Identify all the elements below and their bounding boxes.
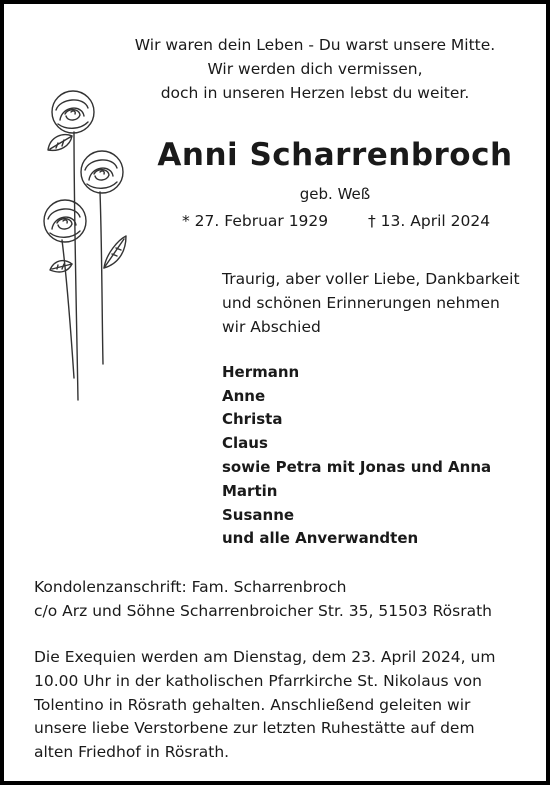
funeral-line-3: Tolentino in Rösrath gehalten. Anschließend geleiten wir [34, 696, 471, 714]
mourner-name: Claus [222, 434, 268, 452]
rose-bloom [44, 200, 86, 242]
rose-leaf [104, 236, 126, 268]
maiden-name: geb. Weß [299, 185, 371, 203]
funeral-line-2: 10.00 Uhr in der katholischen Pfarrkirche St. Nikolaus von [34, 672, 482, 690]
deceased-name: Anni Scharrenbroch [157, 137, 513, 173]
mourner-name: Hermann [222, 363, 300, 381]
rose-stem [74, 132, 78, 400]
verse-line-1: Wir waren dein Leben - Du warst unsere Mitte. [134, 36, 496, 54]
verse-line-3: doch in unseren Herzen lebst du weiter. [160, 84, 470, 102]
condolence-line-1: Kondolenzanschrift: Fam. Scharrenbroch [34, 578, 347, 596]
rose-bloom [52, 91, 94, 133]
farewell-line-2: und schönen Erinnerungen nehmen [222, 294, 500, 312]
mourner-name: Susanne [222, 506, 295, 524]
condolence-line-2: c/o Arz und Söhne Scharrenbroicher Str. 35, 51503 Rösrath [34, 602, 492, 620]
rose-leaf [48, 135, 72, 151]
death-date: † 13. April 2024 [368, 212, 491, 230]
farewell-line-1: Traurig, aber voller Liebe, Dankbarkeit [222, 270, 520, 288]
mourner-name: Martin [222, 482, 278, 500]
mourner-name: und alle Anverwandten [222, 529, 419, 547]
verse-line-2: Wir werden dich vermissen, [207, 60, 423, 78]
rose-bloom [81, 151, 123, 193]
birth-date: * 27. Februar 1929 [182, 212, 329, 230]
funeral-line-5: alten Friedhof in Rösrath. [34, 743, 230, 761]
mourner-name: Christa [222, 410, 283, 428]
rose-leaf [50, 261, 72, 272]
rose-stem [100, 192, 103, 364]
mourner-name: Anne [222, 387, 266, 405]
funeral-line-1: Die Exequien werden am Dienstag, dem 23. April 2024, um [34, 648, 496, 666]
farewell-line-3: wir Abschied [222, 318, 321, 336]
funeral-line-4: unsere liebe Verstorbene zur letzten Ruhestätte auf dem [34, 719, 475, 737]
rose-illustration-icon [38, 88, 128, 403]
mourner-name: sowie Petra mit Jonas und Anna [222, 458, 492, 476]
